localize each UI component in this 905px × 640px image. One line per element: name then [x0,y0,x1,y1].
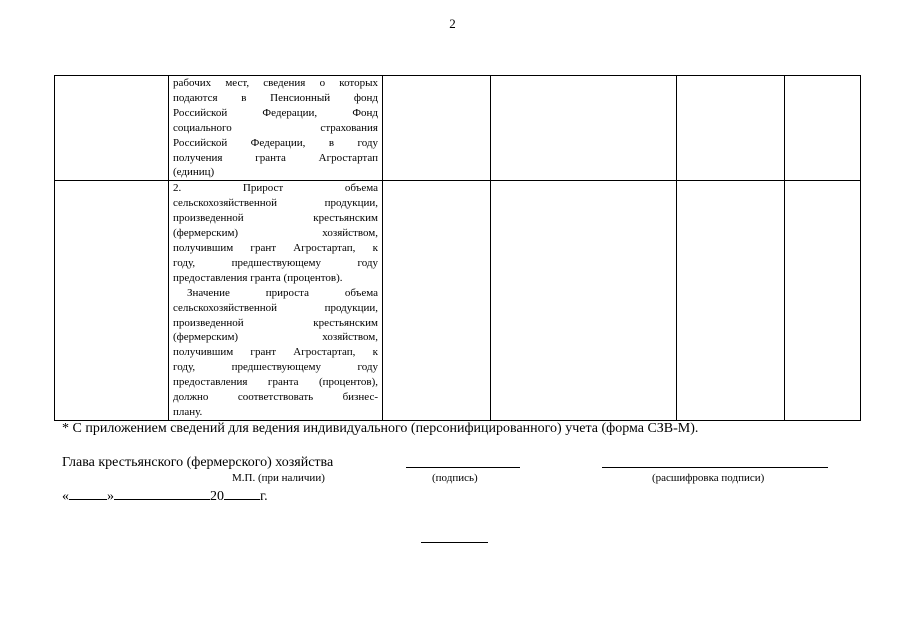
table-row [55,181,861,421]
table-cell [383,76,491,181]
table-cell [55,76,169,181]
text-line: рабочих мест, сведения о которых [173,77,378,89]
table-row [55,76,861,181]
text-line: получения гранта Агростартап [173,151,378,164]
signature-caption: (подпись) [432,472,478,484]
table-cell [383,181,491,421]
table-cell [785,181,861,421]
close-quote: » [107,489,114,504]
stamp-label: М.П. (при наличии) [232,472,325,484]
head-label: Глава крестьянского (фермерского) хозяйства [62,455,334,470]
table-cell-indicator [169,76,383,181]
text-line: социального страхования [173,121,378,134]
text-line: должно соответствовать бизнес- [173,391,378,404]
data-table [54,75,861,421]
table-cell [491,76,677,181]
text-line: произведенной крестьянским [173,212,378,225]
footnote: * С приложением сведений для ведения индивидуального (персонифицированного) учета (форма СЗВ-М). [62,421,699,436]
text-line: сельскохозяйственной продукции, [173,301,378,314]
indicator-text [173,181,378,420]
table-cell-indicator [169,181,383,421]
decoding-line [602,467,828,468]
signature-line [406,467,520,468]
text-line: 2. Прирост объема [173,182,378,195]
text-line: получившим грант Агростартап, к [173,346,378,359]
year-suffix: г. [260,489,268,504]
month-blank [114,487,210,500]
year-blank [224,487,260,500]
text-line: получившим грант Агростартап, к [173,241,378,254]
text-line: году, предшествующему году [173,361,378,374]
table-cell [677,76,785,181]
text-line: произведенной крестьянским [173,316,378,329]
table-cell [677,181,785,421]
text-line: сельскохозяйственной продукции, [173,197,378,210]
indicator-text [173,76,378,180]
date-line [62,487,268,505]
year-prefix: 20 [210,489,224,504]
decoding-caption: (расшифровка подписи) [652,472,765,484]
text-line: (единиц) [173,166,215,179]
text-line: предоставления гранта (процентов), [173,376,378,389]
page-number: 2 [449,16,456,31]
text-line: году, предшествующему году [173,256,378,269]
text-line: (фермерским) хозяйством, [173,331,378,344]
text-line: (фермерским) хозяйством, [173,227,378,240]
end-line [421,542,488,543]
text-line: Значение прироста объема [187,286,378,299]
text-line: подаются в Пенсионный фонд [173,91,378,104]
table-cell [785,76,861,181]
text-line: Российской Федерации, Фонд [173,106,378,119]
table-cell [55,181,169,421]
day-blank [69,487,107,500]
text-line: Российской Федерации, в году [173,136,378,149]
open-quote: « [62,489,69,504]
text-line: плану. [173,405,203,418]
text-line: предоставления гранта (процентов). [173,271,343,284]
table-cell [491,181,677,421]
